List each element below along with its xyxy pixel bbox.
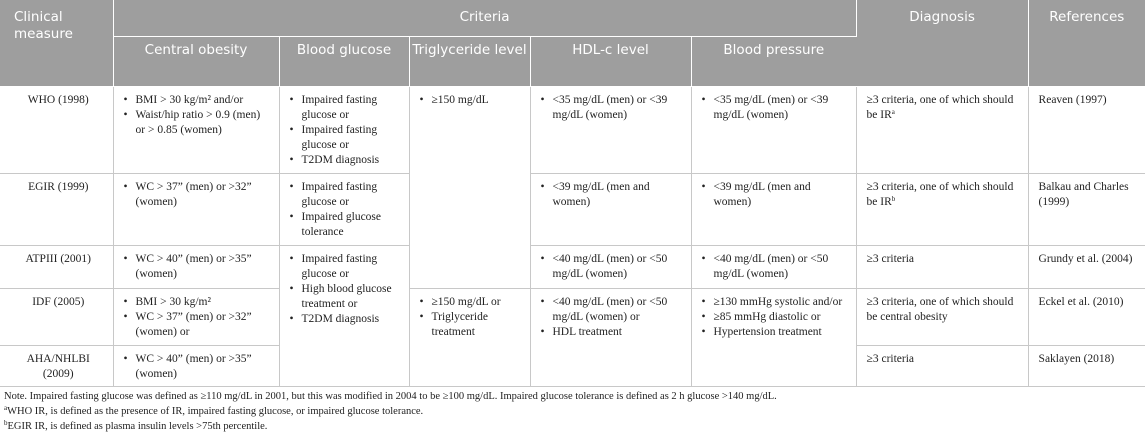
header-central-obesity: Central obesity: [113, 36, 279, 86]
header-references: References: [1028, 0, 1145, 86]
list-item: • BMI > 30 kg/m² and/or: [124, 93, 273, 108]
cell-diagnosis: ≥3 criteria, one of which should be $IR^a$: [856, 86, 1028, 173]
header-diagnosis: Diagnosis: [856, 0, 1028, 86]
cell-central-obesity: [113, 86, 279, 173]
list-item: • WC > 40” (men) or >35” (women): [124, 352, 273, 382]
cell-reference: Balkau and Charles (1999): [1028, 173, 1145, 245]
header-blood-pressure: Blood pressure: [691, 36, 856, 86]
cell-triglyceride: [409, 288, 530, 386]
header-hdl: HDL-c level: [530, 36, 691, 86]
list-item: • High blood glucose treatment or: [290, 282, 403, 312]
table-notes: [4, 389, 1139, 434]
cell-central-obesity: [113, 288, 279, 345]
cell-blood-glucose: [279, 245, 409, 386]
cell-blood-pressure: [691, 245, 856, 288]
list-item: • Triglyceride treatment: [420, 310, 524, 340]
cell-blood-glucose: [279, 173, 409, 245]
cell-reference: Grundy et al. (2004): [1028, 245, 1145, 288]
cell-reference: Saklayen (2018): [1028, 345, 1145, 386]
list-item: • <35 mg/dL (men) or <39 mg/dL (women): [702, 93, 850, 123]
table-row: [0, 173, 1145, 245]
cell-blood-pressure: [691, 288, 856, 386]
cell-blood-glucose: [279, 86, 409, 173]
cell-central-obesity: [113, 245, 279, 288]
list-item: • Waist/hip ratio > 0.9 (men) or > 0.85 (women): [124, 108, 273, 138]
cell-triglyceride: [409, 86, 530, 288]
list-item: • ≥85 mmHg diastolic or: [702, 310, 850, 325]
list-item: • ≥130 mmHg systolic and/or: [702, 295, 850, 310]
cell-reference: Eckel et al. (2010): [1028, 288, 1145, 345]
row-measure: IDF (2005): [0, 288, 113, 345]
list-item: • <39 mg/dL (men and women): [541, 180, 685, 210]
list-item: • Impaired fasting glucose or: [290, 180, 403, 210]
list-item: • <40 mg/dL (men) or <50 mg/dL (women): [702, 252, 850, 282]
cell-diagnosis: ≥3 criteria: [856, 345, 1028, 386]
cell-central-obesity: [113, 345, 279, 386]
row-measure: ATPIII (2001): [0, 245, 113, 288]
row-measure: WHO (1998): [0, 86, 113, 173]
note-text: Note. Impaired fasting glucose was defined as ≥110 mg/dL in 2001, but this was modified in 2004 to be ≥100 mg/dL. Impaired glucose tolerance is defined as 2 h glucose >140 mg/dL.: [4, 391, 777, 402]
list-item: • HDL treatment: [541, 325, 685, 340]
list-item: • BMI > 30 kg/m²: [124, 295, 273, 310]
cell-hdl: [530, 173, 691, 245]
cell-hdl: [530, 288, 691, 386]
list-item: • <40 mg/dL (men) or <50 mg/dL (women) or: [541, 295, 685, 325]
list-item: • T2DM diagnosis: [290, 153, 403, 168]
row-measure: AHA/NHLBI (2009): [0, 345, 113, 386]
cell-hdl: [530, 245, 691, 288]
footnote-marker: a: [891, 107, 895, 116]
header-triglyceride: Triglyceride level: [409, 36, 530, 86]
list-item: • WC > 40” (men) or >35” (women): [124, 252, 273, 282]
cell-blood-pressure: [691, 173, 856, 245]
list-item: • ≥150 mg/dL: [420, 93, 524, 108]
list-item: • Impaired fasting glucose or: [290, 252, 403, 282]
list-item: • <40 mg/dL (men) or <50 mg/dL (women): [541, 252, 685, 282]
list-item: • <39 mg/dL (men and women): [702, 180, 850, 210]
cell-diagnosis: ≥3 criteria: [856, 245, 1028, 288]
list-item: • ≥150 mg/dL or: [420, 295, 524, 310]
header-blood-glucose: Blood glucose: [279, 36, 409, 86]
footnote-b: $^b$EGIR IR, is defined as plasma insulin levels >75th percentile.: [4, 419, 268, 432]
table-row: [0, 288, 1145, 345]
header-clinical-measure: Clinical measure: [0, 0, 113, 86]
header-criteria: Criteria: [113, 0, 856, 36]
list-item: • Impaired glucose tolerance: [290, 210, 403, 240]
row-measure: EGIR (1999): [0, 173, 113, 245]
table-row: [0, 86, 1145, 173]
list-item: • <35 mg/dL (men) or <39 mg/dL (women): [541, 93, 685, 123]
cell-diagnosis: ≥3 criteria, one of which should be $IR^b$: [856, 173, 1028, 245]
list-item: • WC > 37” (men) or >32” (women) or: [124, 310, 273, 340]
footnote-a: $^a$WHO IR, is defined as the presence of IR, impaired fasting glucose, or impaired glucose tolerance.: [4, 404, 424, 417]
list-item: • Impaired fasting glucose or: [290, 93, 403, 123]
cell-diagnosis: ≥3 criteria, one of which should be central obesity: [856, 288, 1028, 345]
table-row: [0, 245, 1145, 288]
list-item: • Hypertension treatment: [702, 325, 850, 340]
footnote-marker: b: [891, 194, 896, 203]
cell-central-obesity: [113, 173, 279, 245]
list-item: • WC > 37” (men) or >32” (women): [124, 180, 273, 210]
list-item: • T2DM diagnosis: [290, 312, 403, 327]
cell-blood-pressure: [691, 86, 856, 173]
cell-reference: Reaven (1997): [1028, 86, 1145, 173]
list-item: • Impaired fasting glucose or: [290, 123, 403, 153]
cell-hdl: [530, 86, 691, 173]
